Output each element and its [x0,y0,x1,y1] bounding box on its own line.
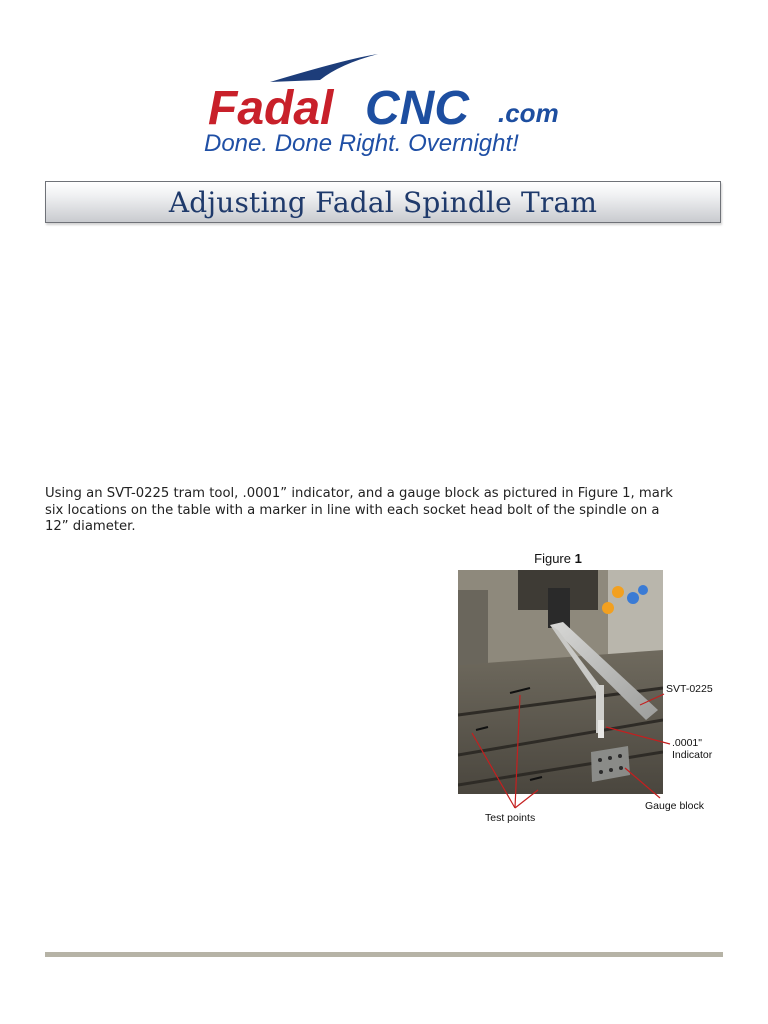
logo-domain: .com [498,98,559,128]
body-line: 12” diameter. [45,519,136,534]
figure-caption [458,551,658,566]
title-bar [45,181,721,223]
footer-rule [45,952,723,957]
body-line: Using an SVT-0225 tram tool, .0001” indicator, and a gauge block as pictured in Figure 1, mark [45,486,673,501]
page-title: Adjusting Fadal Spindle Tram [168,185,598,219]
logo-cnc: CNC [365,82,469,135]
label-indicator-value: .0001" [672,737,703,749]
label-indicator-word: Indicator [672,749,713,761]
figure-caption-number: 1 [574,551,582,566]
logo-tagline: Done. Done Right. Overnight! [204,130,519,157]
figure-photo [458,570,663,794]
label-gauge-block: Gauge block [645,800,704,812]
body-line: six locations on the table with a marker in line with each socket head bolt of the spindle on a [45,502,660,518]
fadalcnc-logo [200,50,580,160]
figure-caption-word: Figure [534,551,571,566]
logo-swoosh [270,54,378,82]
label-indicator [672,737,712,761]
body-paragraph [45,486,725,536]
logo-fadal: Fadal [208,82,334,135]
label-svt-0225: SVT-0225 [666,683,713,695]
label-test-points: Test points [485,812,536,824]
